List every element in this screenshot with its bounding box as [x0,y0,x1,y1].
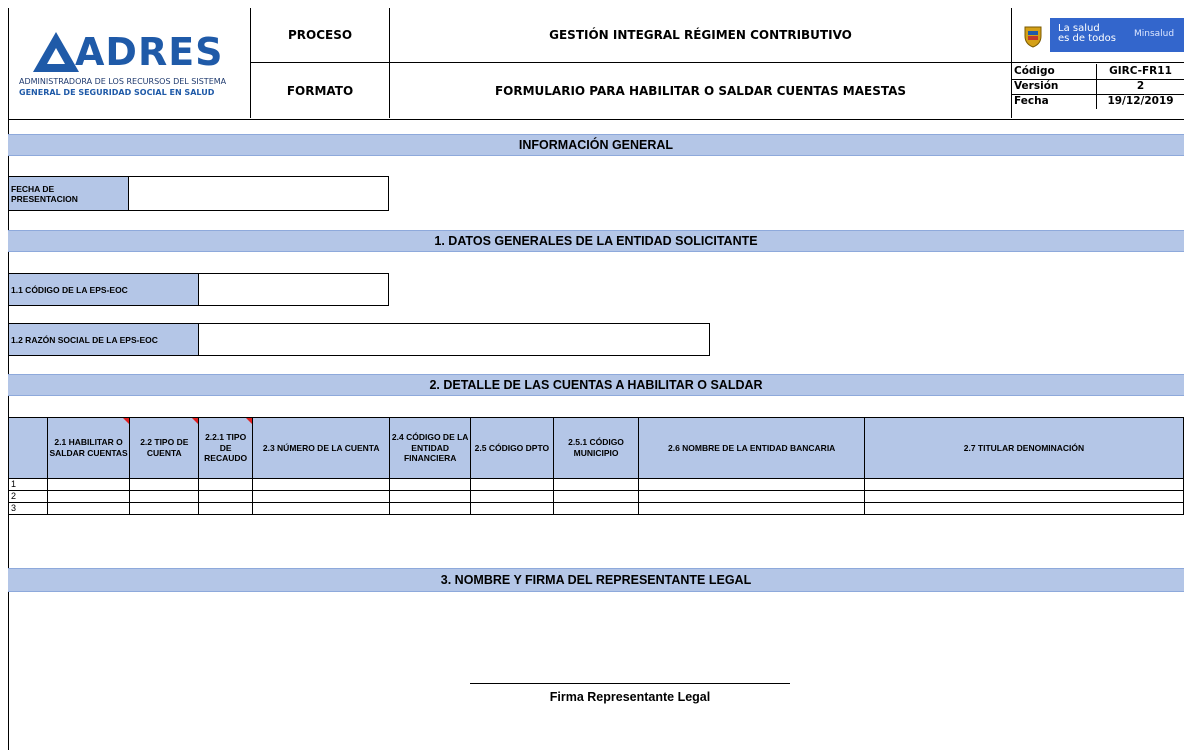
row-number: 1 [9,479,48,491]
signature-label: Firma Representante Legal [549,690,711,704]
table-cell[interactable] [471,479,554,491]
table-cell[interactable] [864,479,1183,491]
col-nombre-banco: 2.6 NOMBRE DE LA ENTIDAD BANCARIA [639,418,865,479]
adres-logo-subtitle-1: ADMINISTRADORA DE LOS RECURSOS DEL SISTEMA [19,77,227,86]
proceso-label: PROCESO [251,8,390,63]
minsalud-brand: Minsalud [1134,29,1175,39]
col-codigo-municipio: 2.5.1 CÓDIGO MUNICIPIO [553,418,639,479]
table-cell[interactable] [253,491,390,503]
table-cell[interactable] [47,491,130,503]
cuentas-table [8,417,1184,515]
minsalud-slogan-1: La salud [1058,23,1100,34]
minsalud-slogan-2: es de todos [1058,33,1116,44]
section-detalle-cuentas: 2. DETALLE DE LAS CUENTAS A HABILITAR O SALDAR [8,374,1184,396]
meta-row-version [1012,79,1184,95]
table-cell[interactable] [553,479,639,491]
table-cell[interactable] [553,503,639,515]
table-row [9,503,1184,515]
table-cell[interactable] [390,503,471,515]
table-row [9,479,1184,491]
col-codigo-dpto: 2.5 CÓDIGO DPTO [471,418,554,479]
table-cell[interactable] [639,479,865,491]
razon-social-label: 1.2 RAZÓN SOCIAL DE LA EPS-EOC [8,323,199,356]
table-cell[interactable] [199,479,253,491]
table-cell[interactable] [253,479,390,491]
table-cell[interactable] [471,491,554,503]
adres-logo [8,8,251,118]
col-tipo-cuenta: 2.2 TIPO DE CUENTA [130,418,199,479]
meta-value: 19/12/2019 [1107,95,1174,107]
header-block [8,8,1184,120]
row-number: 3 [9,503,48,515]
table-cell[interactable] [390,491,471,503]
col-tipo-recaudo: 2.2.1 TIPO DE RECAUDO [199,418,253,479]
meta-row-codigo [1012,64,1184,80]
adres-logo-subtitle-2: GENERAL DE SEGURIDAD SOCIAL EN SALUD [19,88,215,97]
razon-social-input[interactable] [198,323,710,356]
formato-value: FORMULARIO PARA HABILITAR O SALDAR CUENTAS MAESTAS [390,63,1012,118]
coat-of-arms-icon [1022,24,1044,48]
col-index [9,418,48,479]
meta-value: GIRC-FR11 [1109,65,1172,77]
table-cell[interactable] [47,479,130,491]
meta-key: Código [1012,64,1097,79]
table-row [9,491,1184,503]
table-cell[interactable] [47,503,130,515]
table-cell[interactable] [199,491,253,503]
table-cell[interactable] [130,479,199,491]
section-firma-representante: 3. NOMBRE Y FIRMA DEL REPRESENTANTE LEGAL [8,568,1184,592]
section-informacion-general: INFORMACIÓN GENERAL [8,134,1184,156]
col-numero-cuenta: 2.3 NÚMERO DE LA CUENTA [253,418,390,479]
table-cell[interactable] [253,503,390,515]
col-habilitar-saldar: 2.1 HABILITAR O SALDAR CUENTAS [47,418,130,479]
table-cell[interactable] [130,503,199,515]
adres-logo-name: ADRES [75,30,224,74]
formato-label: FORMATO [251,63,390,118]
section-datos-generales: 1. DATOS GENERALES DE LA ENTIDAD SOLICITANTE [8,230,1184,252]
meta-key: Versión [1012,79,1097,94]
table-cell[interactable] [553,491,639,503]
table-header-row [9,418,1184,479]
minsalud-slogan-box [1050,18,1184,52]
col-codigo-entidad: 2.4 CÓDIGO DE LA ENTIDAD FINANCIERA [390,418,471,479]
meta-row-fecha [1012,94,1184,109]
table-cell[interactable] [130,491,199,503]
fecha-label-line1: FECHA DE [11,183,55,194]
codigo-eps-label: 1.1 CÓDIGO DE LA EPS-EOC [8,273,199,306]
fecha-presentacion-label [8,176,129,211]
table-cell[interactable] [199,503,253,515]
table-cell[interactable] [864,503,1183,515]
meta-value: 2 [1136,80,1145,92]
signature-line[interactable] [470,683,790,684]
codigo-eps-input[interactable] [198,273,389,306]
table-cell[interactable] [471,503,554,515]
table-cell[interactable] [864,491,1183,503]
table-cell[interactable] [390,479,471,491]
minsalud-logo [1012,8,1184,63]
fecha-label-line2: PRESENTACION [11,193,78,204]
proceso-value: GESTIÓN INTEGRAL RÉGIMEN CONTRIBUTIVO [390,8,1012,63]
row-number: 2 [9,491,48,503]
adres-triangle-icon [31,30,81,74]
fecha-presentacion-input[interactable] [128,176,389,211]
meta-key: Fecha [1012,94,1097,109]
table-cell[interactable] [639,491,865,503]
table-cell[interactable] [639,503,865,515]
col-titular: 2.7 TITULAR DENOMINACIÓN [864,418,1183,479]
